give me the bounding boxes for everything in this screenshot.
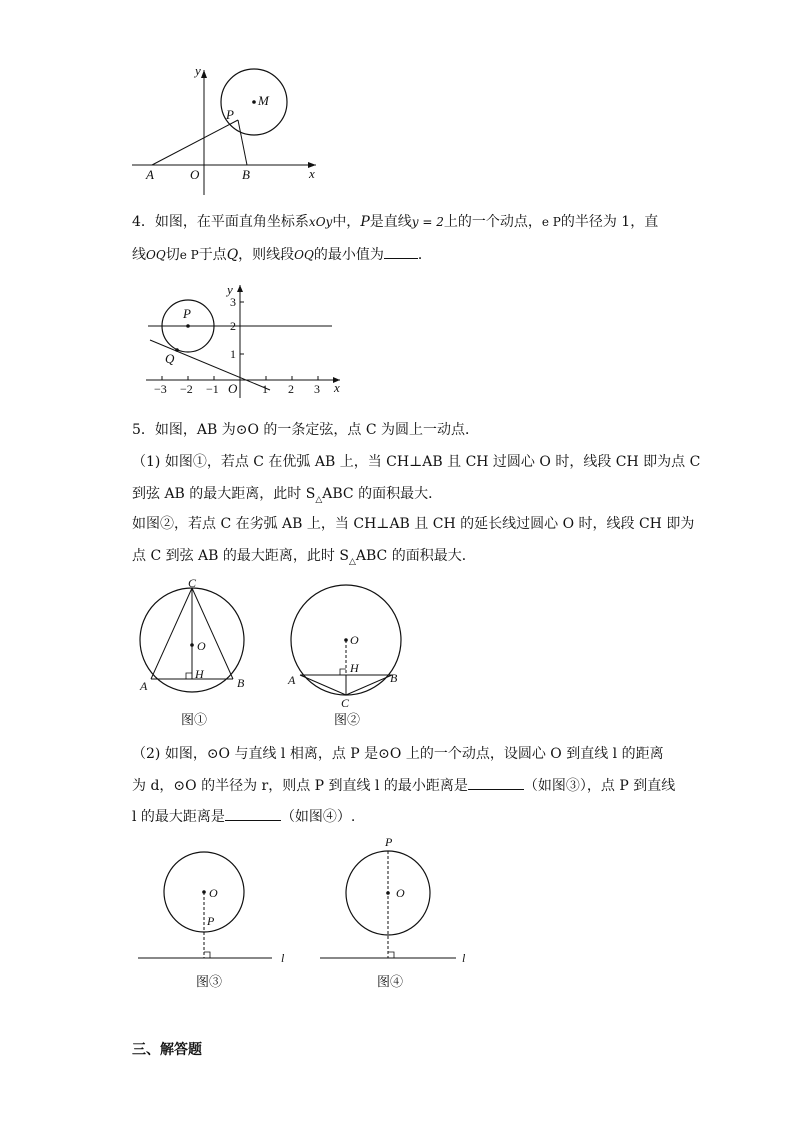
fig1-caption: 图① [181, 712, 208, 727]
q5-part1-line1: （1) 如图①，若点 C 在优弧 AB 上，当 CH⊥AB 且 CH 过圆心 O 时，线段 CH 即为点 C [132, 454, 701, 470]
fig1-a-label: A [140, 679, 148, 693]
q4-xtick-1: 1 [262, 382, 268, 396]
point-p-label: P [226, 107, 234, 122]
q5-part2-line3: l 的最大距离是 （如图④）. [132, 806, 355, 827]
q4-p-label: P [183, 306, 191, 321]
fig1-b-label: B [237, 676, 245, 690]
q4-ytick-1: 1 [230, 347, 236, 361]
q4-xtick-2: 2 [288, 382, 294, 396]
q4-xtick-n1: −1 [206, 382, 219, 396]
fig2-h-label: H [350, 661, 359, 675]
q4-xtick-3: 3 [314, 382, 320, 396]
q4-xtick-n3: −3 [154, 382, 167, 396]
y-axis-label: y [195, 63, 201, 78]
q4-y-label: y [227, 282, 233, 297]
q5-title: 5．如图，AB 为⊙O 的一条定弦，点 C 为圆上一动点． [132, 422, 480, 438]
fig2-c-label: C [341, 696, 350, 710]
fig3-o-label: O [209, 886, 218, 900]
fig2-a-label: A [288, 673, 296, 687]
point-b-label: B [242, 167, 250, 182]
fig2-o-label: O [350, 633, 359, 647]
q4-xtick-n2: −2 [180, 382, 193, 396]
fig2-b-label: B [390, 671, 398, 685]
fig3-caption: 图③ [196, 974, 223, 989]
q4-ytick-2: 2 [230, 319, 236, 333]
origin-label: O [190, 167, 200, 182]
q4-line1: 4．如图，在平面直角坐标系xOy中，P是直线y = 2上的一个动点，e P的半径为 1，直 [132, 214, 659, 230]
q4-ytick-3: 3 [230, 295, 236, 309]
fig2-caption: 图② [334, 712, 361, 727]
fig4-p-label: P [385, 835, 393, 849]
fig1-c-label: C [188, 576, 197, 590]
section-3-title: 三、解答题 [132, 1042, 202, 1058]
q5-part2-line1: （2) 如图，⊙O 与直线 l 相离，点 P 是⊙O 上的一个动点，设圆心 O 到直线 l 的距离 [132, 746, 664, 762]
q4-origin-label: O [228, 381, 238, 396]
q4-x-label: x [334, 380, 340, 395]
fig3-p-label: P [207, 914, 215, 928]
point-a-label: A [146, 167, 154, 182]
point-m-label: M [258, 93, 269, 108]
q5-part2-line2: 为 d，⊙O 的半径为 r，则点 P 到直线 l 的最小距离是 （如图③），点 P 到直线 [132, 775, 675, 796]
q5-part1-line2: 到弦 AB 的最大距离，此时 $S_\triangle ABC$ 的面积最大． [132, 486, 443, 505]
q5-part1b-line1: 如图②，若点 C 在劣弧 AB 上，当 CH⊥AB 且 CH 的延长线过圆心 O 时，线段 CH 即为 [132, 516, 695, 532]
q5-part1b-line2: 点 C 到弦 AB 的最大距离，此时 $S_\triangle ABC$ 的面积最大． [132, 548, 476, 567]
fig4-caption: 图④ [377, 974, 404, 989]
q4-line2: 线OQ切e P于点Q，则线段OQ的最小值为 ． [132, 244, 432, 265]
fig1-o-label: O [197, 639, 206, 653]
fig4-o-label: O [396, 886, 405, 900]
fig4-l-label: l [462, 951, 466, 965]
fig1-h-label: H [195, 667, 204, 681]
q4-q-label: Q [165, 351, 175, 366]
fig3-l-label: l [281, 951, 285, 965]
x-axis-label: x [309, 166, 315, 181]
